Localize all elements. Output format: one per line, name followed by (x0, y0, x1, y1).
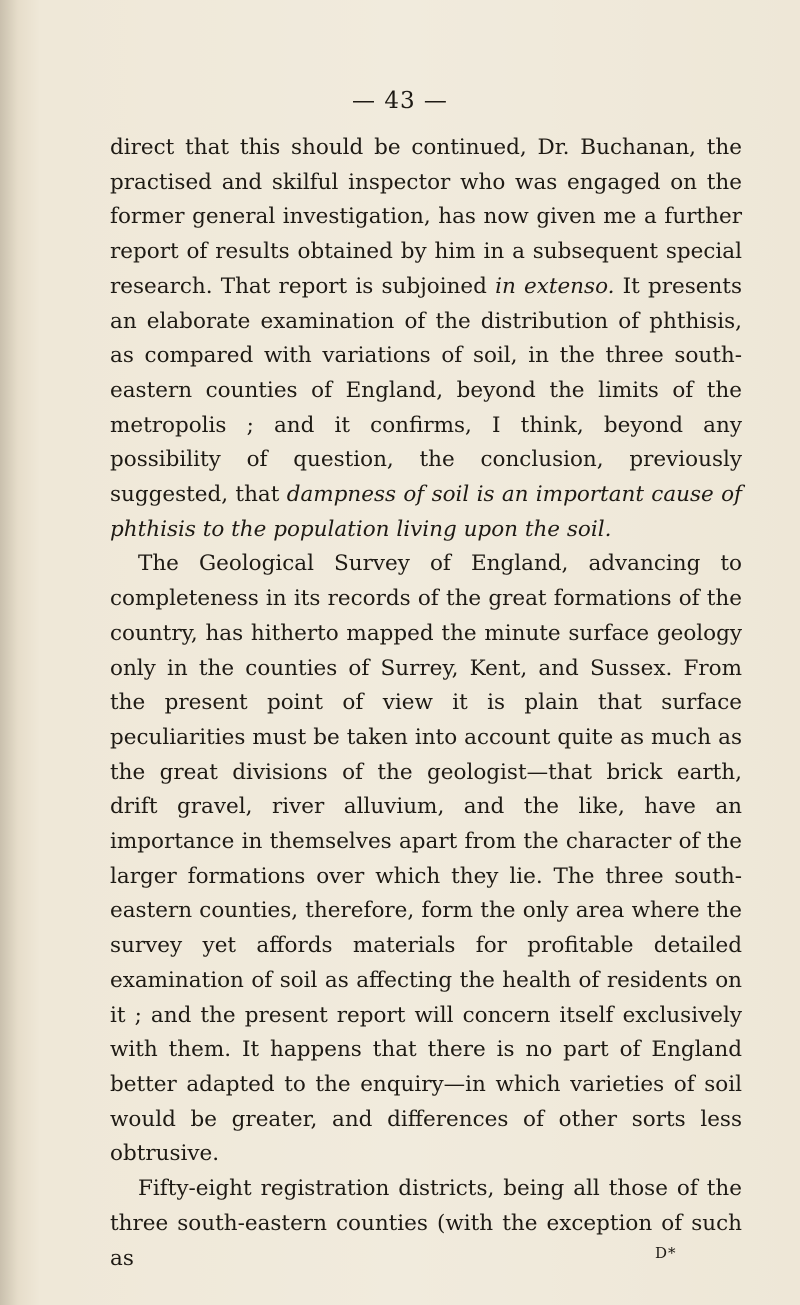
paragraph-1 (110, 131, 742, 547)
text-segment: direct that this should be continued, Dr. Buchanan, the practised and skilful inspector who was engaged on the former general investigation, has now given me a further report of results obtained by him in a subsequent special research. That report is subjoined (110, 135, 742, 299)
text-segment: The Geological Survey of England, advancing to completeness in its records of the great formations of the country, has hitherto mapped the minute surface geology only in the counties of Surrey, Kent, and Sussex. From the present point of view it is plain that surface peculiarities must be taken into account quite as much as the great divisions of the geologist—that brick earth, drift gravel, river alluvium, and the like, have an importance in themselves apart from the character of the larger formations over which they lie. The three south-eastern counties, therefore, form the only area where the survey yet affords materials for profitable detailed examination of soil as affecting the health of residents on it ; and the present report will concern itself exclusively with them. It happens that there is no part of England better adapted to the enquiry—in which varieties of soil would be greater, and differences of other sorts less obtrusive. (110, 551, 742, 1167)
text-segment-italic: dampness of soil is an important cause of phthisis to the population living upon the soil. (110, 482, 742, 542)
signature-mark: D* (655, 1244, 677, 1262)
paragraph-2 (110, 547, 742, 1172)
text-segment: Fifty-eight registration districts, being all those of the three south-eastern counties (with the exception of such as (110, 1176, 742, 1271)
text-segment-italic: in extenso. (495, 273, 615, 299)
body-text (110, 131, 742, 1276)
page-number: — 43 — (352, 88, 448, 114)
text-segment: It presents an elaborate examination of the distribution of phthisis, as compared with variations of soil, in the three south-eastern counties of England, beyond the limits of the metropolis ; and it confirms, I think, beyond any possibility of question, the conclusion, previously suggested, that (110, 273, 742, 508)
paragraph-3 (110, 1172, 742, 1276)
